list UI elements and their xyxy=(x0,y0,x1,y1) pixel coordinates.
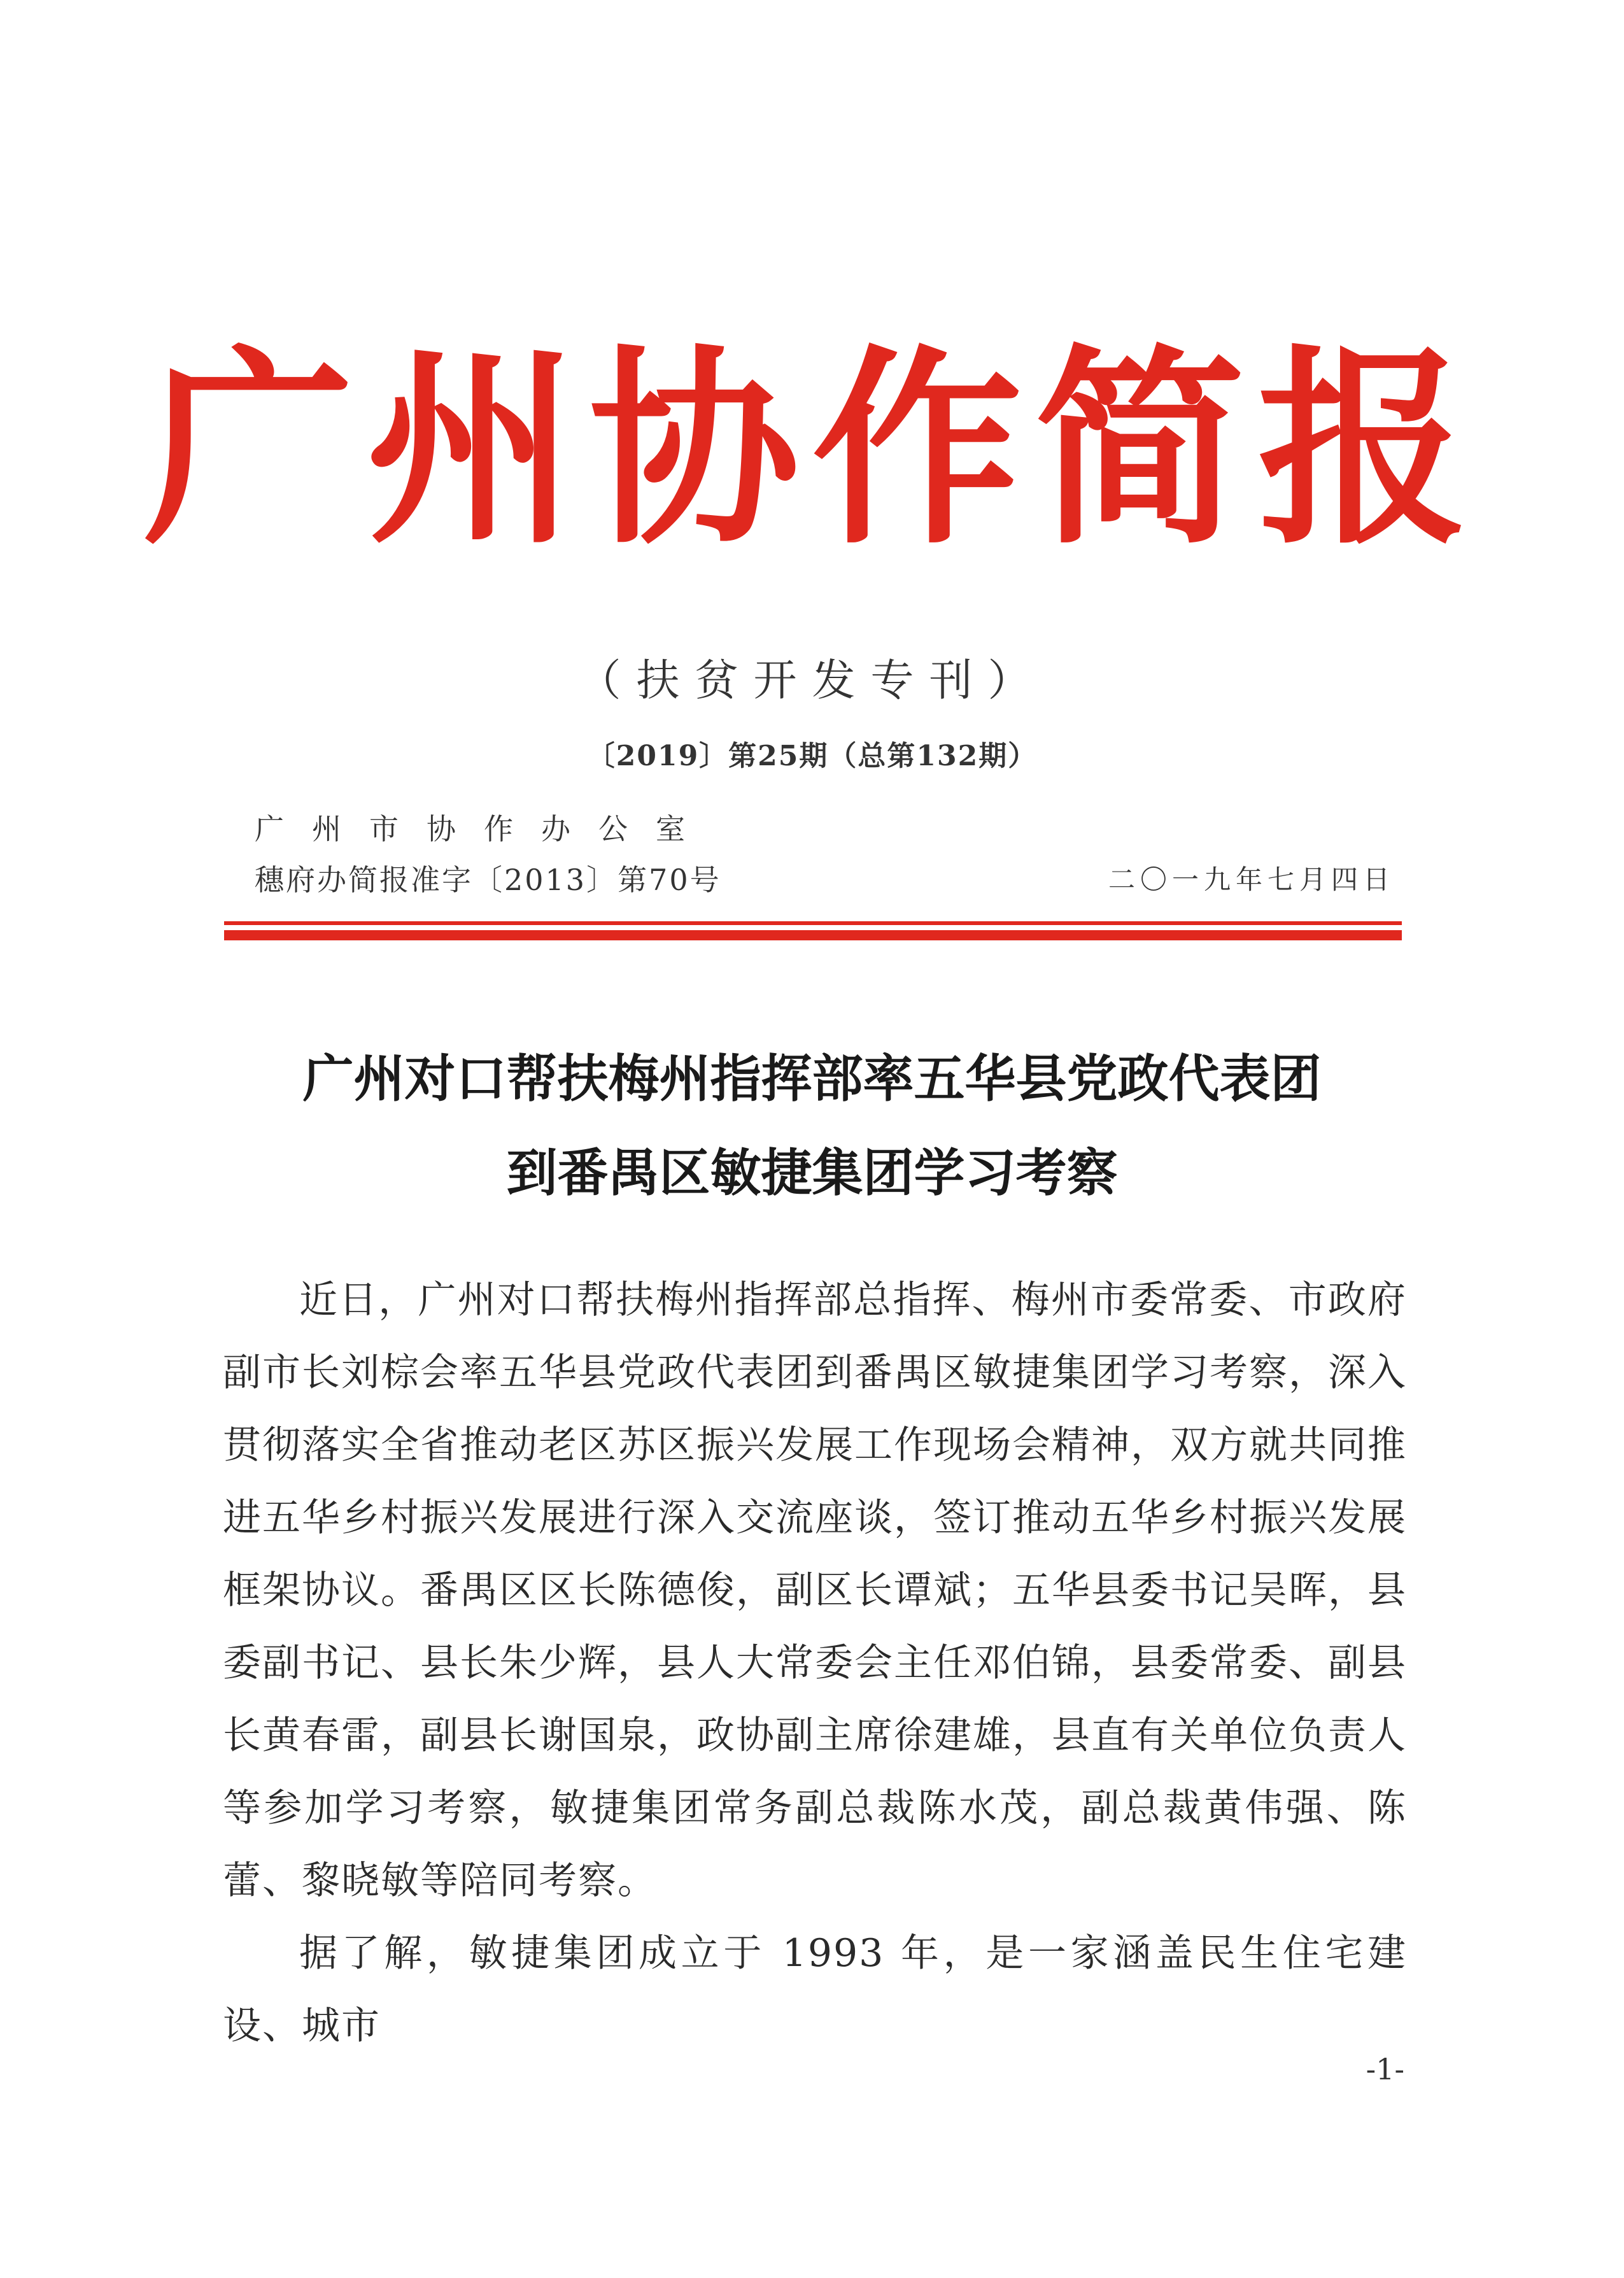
article-body xyxy=(223,1264,1407,2062)
article-paragraph-1: 近日，广州对口帮扶梅州指挥部总指挥、梅州市委常委、市政府副市长刘棕会率五华县党政代表团到番禺区敏捷集团学习考察，深入贯彻落实全省推动老区苏区振兴发展工作现场会精神，双方就共同推进五华乡村振兴发展进行深入交流座谈，签订推动五华乡村振兴发展框架协议。番禺区区长陈德俊，副区长谭斌；五华县委书记吴晖，县委副书记、县长朱少辉，县人大常委会主任邓伯锦，县委常委、副县长黄春雷，副县长谢国泉，政协副主席徐建雄，县直有关单位负责人等参加学习考察，敏捷集团常务副总裁陈水茂，副总裁黄伟强、陈蕾、黎晓敏等陪同考察。 xyxy=(223,1278,1407,1903)
publication-permit: 穗府办简报准字〔2013〕第70号 xyxy=(255,863,721,897)
masthead-title: 广州协作简报 xyxy=(143,325,1481,572)
header-divider-thick xyxy=(224,930,1402,940)
header-divider-thin xyxy=(224,921,1402,925)
issuing-organization: 广州市协作办公室 xyxy=(255,812,713,846)
issue-number: 〔2019〕第25期（总第132期） xyxy=(586,740,1038,772)
article-title-line-2: 到番禺区敏捷集团学习考察 xyxy=(506,1143,1118,1203)
article-paragraph-2: 据了解，敏捷集团成立于 1993 年，是一家涵盖民生住宅建设、城市 xyxy=(223,1931,1407,2048)
issue-date: 二〇一九年七月四日 xyxy=(1108,864,1395,895)
article-title-line-1: 广州对口帮扶梅州指挥部率五华县党政代表团 xyxy=(302,1049,1322,1108)
page-number: -1- xyxy=(1366,2052,1404,2086)
article-title xyxy=(0,1031,1624,1220)
special-issue-subtitle: （扶贫开发专刊） xyxy=(577,656,1047,706)
